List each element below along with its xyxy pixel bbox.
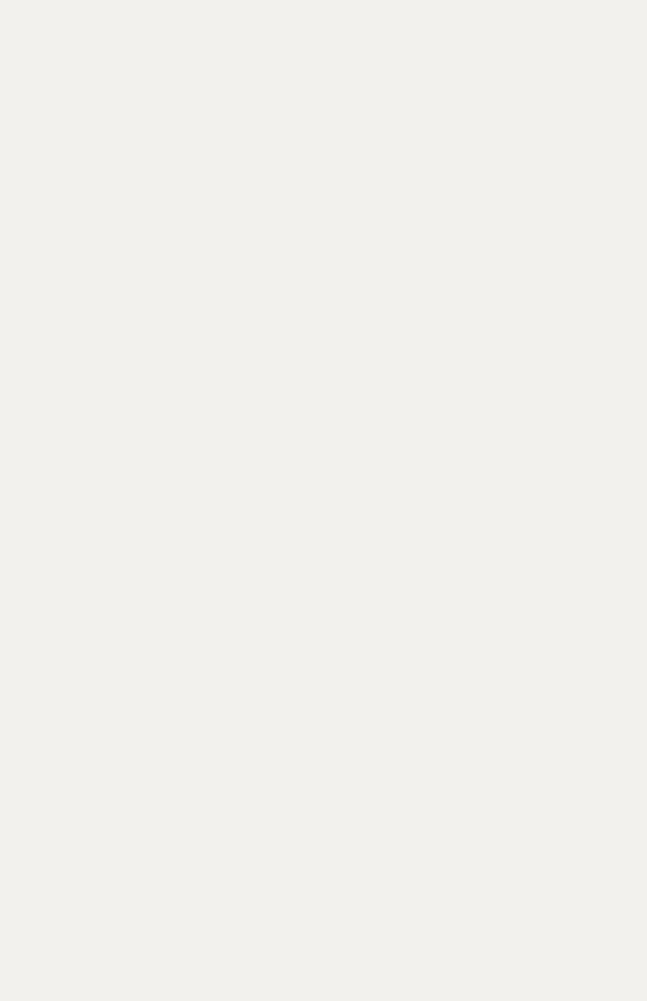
top-ornament-border [18,18,629,40]
page-footer [0,958,647,988]
